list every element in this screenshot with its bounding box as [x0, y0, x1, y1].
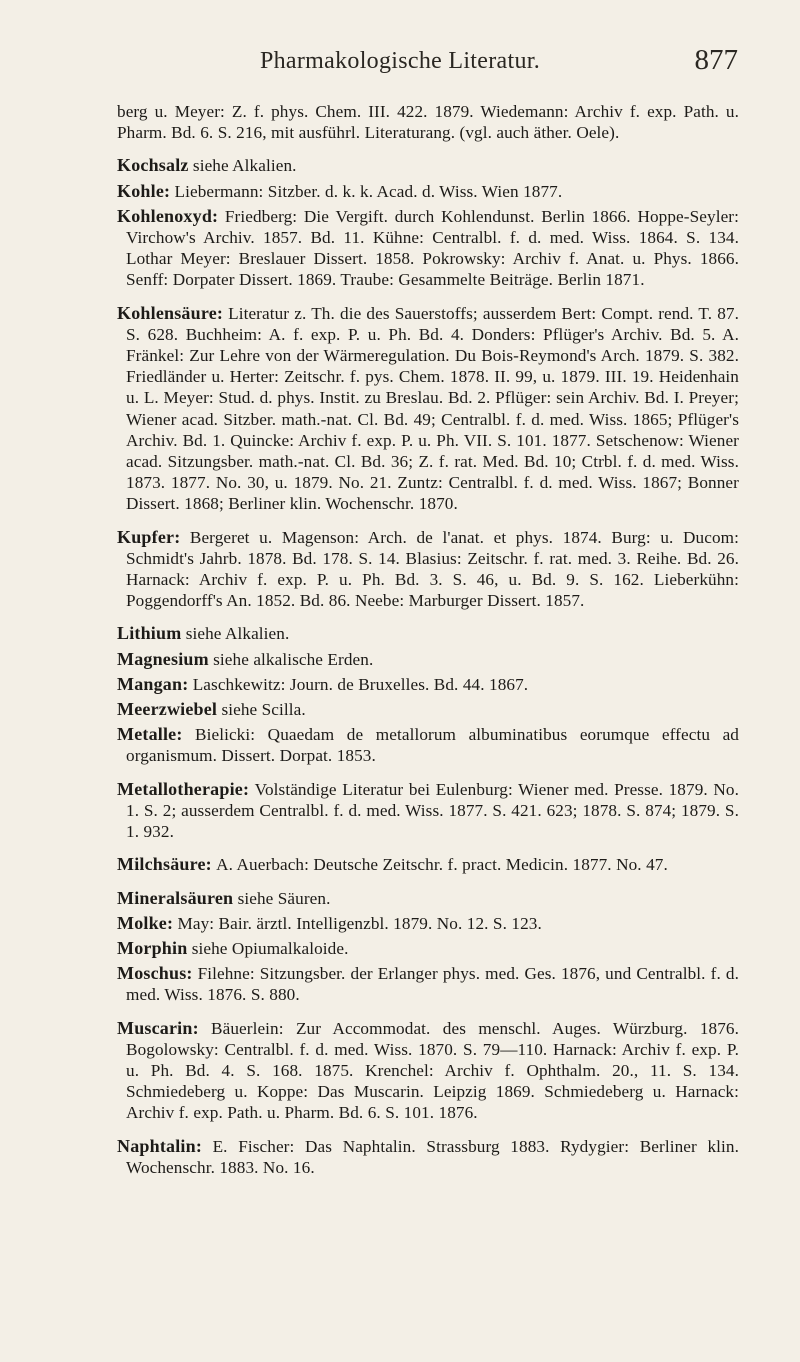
entry-headword: Metallotherapie: [117, 778, 250, 799]
entry-text: Literatur z. Th. die des Sauerstoffs; ausserdem Bert: Compt. rend. T. 87. S. 628. Buchheim: A. f. exp. P. u. Ph. Bd. 4. Donders: Pflüger's Archiv. Bd. 5. A. Fränkel: Zur Lehre von der Wärmeregulation. Du Bois-Reymond's Arch. 1879. S. 382. Friedländer u. Herter: Zeitschr. f. pys. Chem. 1878. II. 99, u. 1879. III. 19. Heidenhain u. L. Meyer: Stud. d. phys. Instit. zu Breslau. Bd. 2. Pflüger: sein Archiv. Bd. I. Preyer; Wiener acad. Sitzber. math.-nat. Cl. Bd. 49; Centralbl. f. d. med. Wiss. 1865; Pflüger's Archiv. Bd. 1. Quincke: Archiv f. exp. P. u. Ph. VII. S. 101. 1877. Setschenow: Wiener acad. Sitzungsber. math.-nat. Cl. Bd. 36; Z. f. rat. Med. Bd. 10; Ctrbl. f. d. med. Wiss. 1873. 1877. No. 30, u. 1879. No. 21. Zuntz: Centralbl. f. d. med. Wiss. 1867; Bonner Dissert. 1868; Berliner klin. Wochenschr. 1870. [126, 303, 739, 514]
entry-kochsalz [117, 155, 739, 176]
entry-text: siehe alkalische Erden. [213, 649, 374, 669]
entry-headword: Molke: [117, 912, 174, 933]
entry-headword: Kohle: [117, 180, 171, 201]
entry-headword: Kochsalz [117, 155, 189, 176]
entry-headword: Milchsäure: [117, 854, 212, 875]
entry-text: May: Bair. ärztl. Intelligenzbl. 1879. No. 12. S. 123. [177, 913, 542, 933]
entry-text: E. Fischer: Das Naphtalin. Strassburg 1883. Rydygier: Berliner klin. Wochenschr. 1883. No. 16. [126, 1136, 739, 1177]
entry-continued [117, 101, 739, 143]
entry-text: siehe Alkalien. [192, 156, 297, 176]
entry-muscarin [117, 1018, 739, 1124]
entry-text: Volständige Literatur bei Eulenburg: Wiener med. Presse. 1879. No. 1. S. 2; ausserdem Centralbl. f. d. med. Wiss. 1877. S. 421. 623; 1878. S. 874; 1879. S. 1. 932. [126, 779, 739, 842]
entry-headword: Meerzwiebel [117, 699, 218, 720]
entry-text: Filehne: Sitzungsber. der Erlanger phys. med. Ges. 1876, und Centralbl. f. d. med. Wiss. 1876. S. 880. [126, 964, 739, 1005]
entry-metalle [117, 724, 739, 766]
entry-moschus [117, 963, 739, 1005]
entry-molke [117, 913, 739, 934]
entry-headword: Metalle: [117, 724, 183, 745]
entry-kohlensaeure [117, 303, 739, 515]
entry-text: berg u. Meyer: Z. f. phys. Chem. III. 422. 1879. Wiedemann: Archiv f. exp. Path. u. Pharm. Bd. 6. S. 216, mit ausführl. Literaturang. (vgl. auch äther. Oele). [117, 102, 739, 143]
running-head [0, 44, 800, 84]
entry-kupfer [117, 527, 739, 612]
entry-headword: Lithium [117, 623, 182, 644]
entry-kohlenoxyd [117, 206, 739, 291]
entry-mineralsaeuren [117, 888, 739, 909]
entry-headword: Kupfer: [117, 526, 181, 547]
entry-headword: Kohlenoxyd: [117, 205, 219, 226]
entry-headword: Moschus: [117, 963, 193, 984]
entry-text: Laschkewitz: Journ. de Bruxelles. Bd. 44. 1867. [192, 674, 529, 694]
entry-headword: Muscarin: [117, 1017, 199, 1038]
entry-text: Liebermann: Sitzber. d. k. k. Acad. d. Wiss. Wien 1877. [174, 181, 563, 201]
entry-headword: Mineralsäuren [117, 887, 234, 908]
page-number: 877 [694, 44, 738, 76]
entry-text: Friedberg: Die Vergift. durch Kohlendunst. Berlin 1866. Hoppe-Seyler: Virchow's Archiv. 1857. Bd. 11. Kühne: Centralbl. f. d. med. Wiss. 1864. S. 134. Lothar Meyer: Breslauer Dissert. 1858. Pokrowsky: Archiv f. Anat. u. Phys. 1866. Senff: Dorpater Dissert. 1869. Traube: Gesammelte Beiträge. Berlin 1871. [126, 206, 739, 290]
entry-text: siehe Opiumalkaloide. [191, 938, 349, 958]
entry-text: Bielicki: Quaedam de metallorum albuminatibus eorumque effectu ad organismum. Dissert. Dorpat. 1853. [126, 725, 739, 766]
entry-headword: Kohlensäure: [117, 302, 224, 323]
entry-lithium [117, 623, 739, 644]
entry-text: A. Auerbach: Deutsche Zeitschr. f. pract. Medicin. 1877. No. 47. [216, 855, 668, 875]
entry-headword: Magnesium [117, 648, 209, 669]
entry-meerzwiebel [117, 699, 739, 720]
entry-headword: Morphin [117, 937, 188, 958]
entry-morphin [117, 938, 739, 959]
entry-text: siehe Scilla. [221, 700, 306, 720]
entry-headword: Mangan: [117, 673, 189, 694]
entry-milchsaeure [117, 854, 739, 875]
entry-text: siehe Säuren. [237, 888, 331, 908]
entry-naphtalin [117, 1136, 739, 1178]
entry-text: Bäuerlein: Zur Accommodat. des menschl. Auges. Würzburg. 1876. Bogolowsky: Centralbl. f. d. med. Wiss. 1870. S. 79—110. Harnack: Archiv f. exp. P. u. Ph. Bd. 4. S. 168. 1875. Krenchel: Archiv f. Ophthalm. 20., 11. S. 134. Schmiedeberg u. Koppe: Das Muscarin. Leipzig 1869. Schmiedeberg u. Harnack: Archiv f. exp. Path. u. Pharm. Bd. 6. S. 101. 1876. [126, 1018, 739, 1123]
literature-list [117, 101, 739, 1190]
entry-magnesium [117, 649, 739, 670]
entry-kohle [117, 181, 739, 202]
entry-headword: Naphtalin: [117, 1135, 203, 1156]
running-title: Pharmakologische Literatur. [259, 48, 541, 74]
entry-mangan [117, 674, 739, 695]
entry-text: siehe Alkalien. [185, 624, 290, 644]
entry-text: Bergeret u. Magenson: Arch. de l'anat. et phys. 1874. Burg: u. Ducom: Schmidt's Jahrb. 1878. Bd. 178. S. 14. Blasius: Zeitschr. f. rat. med. 3. Reihe. Bd. 26. Harnack: Archiv f. exp. P. u. Ph. Bd. 3. S. 46, u. Bd. 9. S. 162. Lieberkühn: Poggendorff's An. 1852. Bd. 86. Neebe: Marburger Dissert. 1857. [126, 527, 739, 611]
entry-metallotherapie [117, 779, 739, 843]
